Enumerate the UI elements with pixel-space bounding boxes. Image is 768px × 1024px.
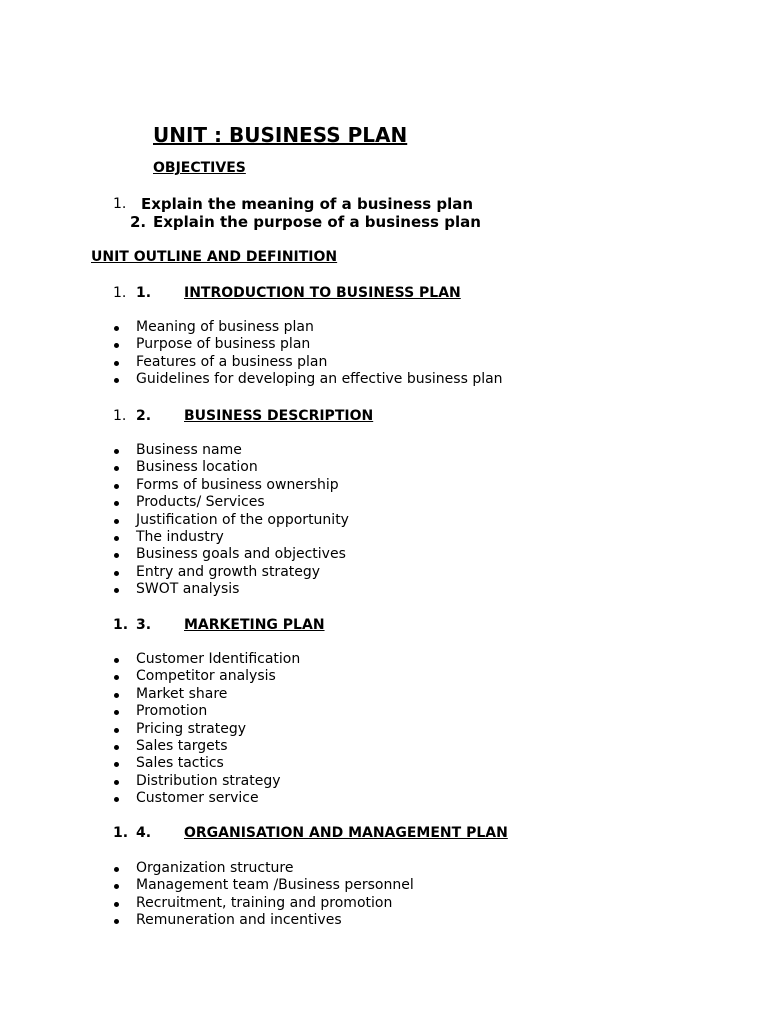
section-number: 2. bbox=[136, 408, 152, 424]
bullet-icon bbox=[114, 780, 119, 785]
section-number: 3. bbox=[136, 617, 152, 633]
bullet-icon bbox=[114, 449, 119, 454]
objectives-heading: OBJECTIVES bbox=[153, 160, 246, 176]
page-title: UNIT : BUSINESS PLAN bbox=[153, 123, 408, 147]
bullet-icon bbox=[114, 326, 119, 331]
bullet-icon bbox=[114, 571, 119, 576]
section-number: 1. bbox=[136, 285, 152, 301]
section-list-number: 1. bbox=[113, 285, 127, 301]
bullet-icon bbox=[114, 378, 119, 383]
outline-heading: UNIT OUTLINE AND DEFINITION bbox=[91, 249, 338, 265]
section-list-number: 1. bbox=[113, 617, 129, 633]
objective-number: 1. bbox=[113, 196, 127, 212]
section-title: MARKETING PLAN bbox=[184, 617, 325, 633]
section-list-number: 1. bbox=[113, 825, 129, 841]
section-title: BUSINESS DESCRIPTION bbox=[184, 408, 374, 424]
bullet-icon bbox=[114, 902, 119, 907]
bullet-icon bbox=[114, 484, 119, 489]
objective-item: Explain the purpose of a business plan bbox=[153, 213, 481, 231]
bullet-icon bbox=[114, 710, 119, 715]
bullet-icon bbox=[114, 919, 119, 924]
bullet-icon bbox=[114, 519, 119, 524]
bullet-icon bbox=[114, 588, 119, 593]
section-title: INTRODUCTION TO BUSINESS PLAN bbox=[184, 285, 461, 301]
section-title: ORGANISATION AND MANAGEMENT PLAN bbox=[184, 825, 508, 841]
bullet-icon bbox=[114, 867, 119, 872]
bullet-icon bbox=[114, 553, 119, 558]
bullet-icon bbox=[114, 536, 119, 541]
section-number: 4. bbox=[136, 825, 152, 841]
bullet-icon bbox=[114, 745, 119, 750]
bullet-icon bbox=[114, 658, 119, 663]
objective-number: 2. bbox=[130, 213, 147, 231]
bullet-icon bbox=[114, 361, 119, 366]
bullet-icon bbox=[114, 797, 119, 802]
bullet-icon bbox=[114, 728, 119, 733]
bullet-icon bbox=[114, 884, 119, 889]
bullet-icon bbox=[114, 762, 119, 767]
section-list-number: 1. bbox=[113, 408, 127, 424]
objective-item: Explain the meaning of a business plan bbox=[141, 195, 474, 213]
bullet-icon bbox=[114, 466, 119, 471]
bullet-icon bbox=[114, 501, 119, 506]
bullet-icon bbox=[114, 693, 119, 698]
bullet-icon bbox=[114, 675, 119, 680]
bullet-icon bbox=[114, 343, 119, 348]
